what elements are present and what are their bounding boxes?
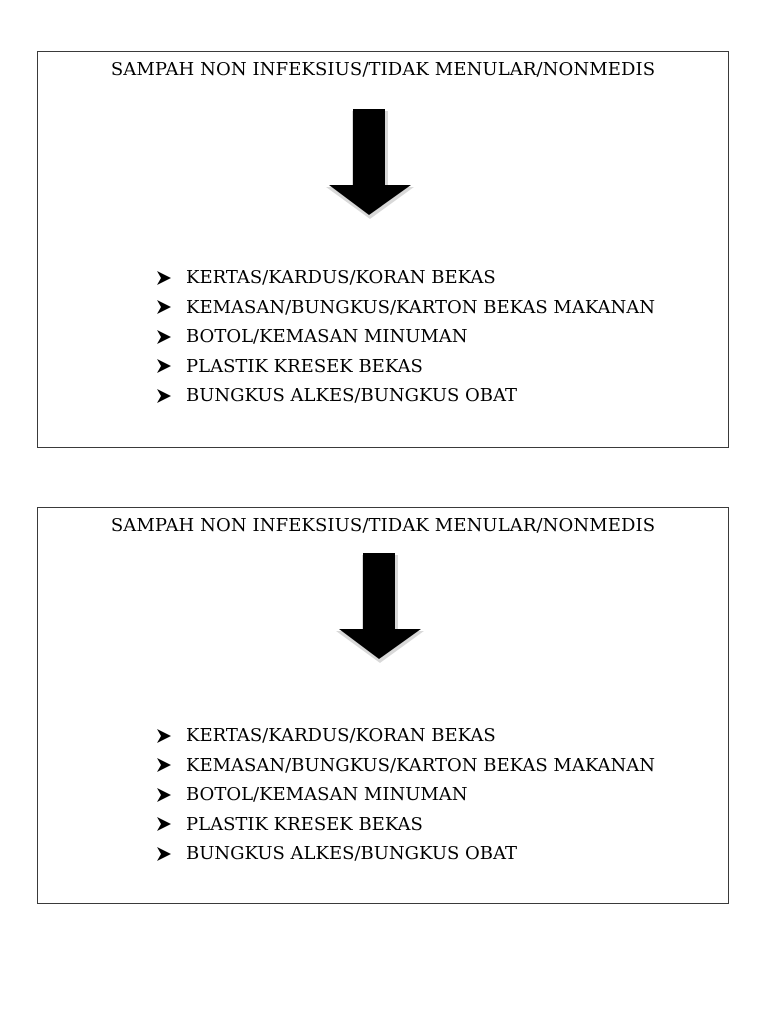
arrowhead-bullet-icon [156,846,186,862]
list-item-label: BUNGKUS ALKES/BUNGKUS OBAT [186,385,518,407]
list-item [156,263,655,293]
arrowhead-bullet-icon [156,358,186,374]
list-item-label: KEMASAN/BUNGKUS/KARTON BEKAS MAKANAN [186,754,656,776]
arrowhead-bullet-icon [156,816,186,832]
list-item-label: BUNGKUS ALKES/BUNGKUS OBAT [186,843,518,865]
panel-title: SAMPAH NON INFEKSIUS/TIDAK MENULAR/NONMEDIS [110,59,656,80]
waste-panel-2 [37,507,729,904]
list-item-label: KEMASAN/BUNGKUS/KARTON BEKAS MAKANAN [186,296,656,318]
panel-title: SAMPAH NON INFEKSIUS/TIDAK MENULAR/NONMEDIS [110,515,656,536]
list-item [156,721,655,751]
arrowhead-bullet-icon [156,388,186,404]
list-item [156,322,655,352]
list-item [156,810,655,840]
waste-item-list [156,721,655,869]
arrowhead-bullet-icon [156,787,186,803]
down-arrow-icon [322,109,418,221]
list-item [156,352,655,382]
list-item [156,780,655,810]
arrowhead-bullet-icon [156,329,186,345]
list-item-label: BOTOL/KEMASAN MINUMAN [186,784,468,806]
list-item-label: KERTAS/KARDUS/KORAN BEKAS [186,267,496,289]
down-arrow-icon [332,553,428,665]
arrowhead-bullet-icon [156,299,186,315]
list-item-label: BOTOL/KEMASAN MINUMAN [186,326,468,348]
arrowhead-bullet-icon [156,728,186,744]
list-item [156,751,655,781]
list-item-label: PLASTIK KRESEK BEKAS [186,355,423,377]
arrowhead-bullet-icon [156,757,186,773]
list-item-label: KERTAS/KARDUS/KORAN BEKAS [186,725,496,747]
list-item-label: PLASTIK KRESEK BEKAS [186,813,423,835]
waste-panel-1 [37,51,729,448]
list-item [156,381,655,411]
waste-item-list [156,263,655,411]
arrowhead-bullet-icon [156,270,186,286]
list-item [156,293,655,323]
list-item [156,839,655,869]
